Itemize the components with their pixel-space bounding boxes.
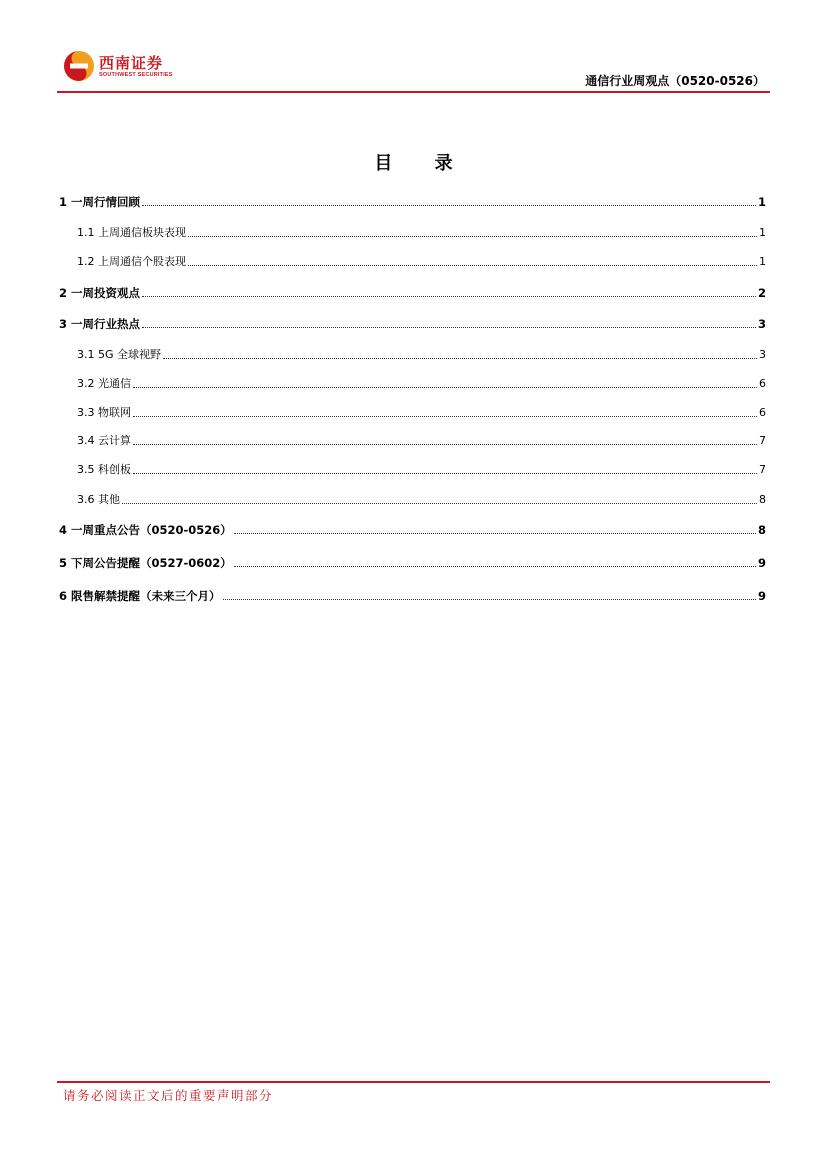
- toc-leader: [188, 265, 757, 266]
- toc-entry-label: 3.3 物联网: [77, 406, 131, 419]
- toc-entry-page: 7: [759, 463, 766, 476]
- logo-emblem-icon: [63, 50, 95, 82]
- toc-entry-page: 1: [757, 195, 766, 209]
- toc-entry-page: 2: [757, 286, 766, 300]
- toc-entry-3-6[interactable]: [77, 492, 766, 508]
- toc-leader: [133, 387, 757, 388]
- toc-entry-3-2[interactable]: [77, 376, 766, 392]
- toc-entry-label: 4 一周重点公告（0520-0526）: [59, 523, 232, 537]
- company-logo: [63, 50, 173, 84]
- toc-entry-label: 1.1 上周通信板块表现: [77, 226, 186, 239]
- toc-entry-3[interactable]: [59, 316, 766, 332]
- toc-entry-page: 8: [759, 493, 766, 506]
- toc-leader: [142, 296, 756, 297]
- toc-leader: [133, 444, 757, 445]
- toc-leader: [122, 503, 757, 504]
- toc-leader: [234, 566, 756, 567]
- toc-leader: [188, 236, 757, 237]
- report-title: 通信行业周观点（0520-0526）: [585, 74, 765, 88]
- toc-entry-label: 3.5 科创板: [77, 463, 131, 476]
- toc-leader: [133, 416, 757, 417]
- toc-entry-page: 6: [759, 406, 766, 419]
- toc-entry-page: 9: [757, 556, 766, 570]
- toc-title: 目 录: [374, 153, 471, 174]
- footer-divider: [57, 1081, 770, 1083]
- header-divider: [57, 91, 770, 93]
- toc-entry-3-1[interactable]: [77, 347, 766, 363]
- toc-entry-label: 3.6 其他: [77, 493, 120, 506]
- toc-entry-1-1[interactable]: [77, 225, 766, 241]
- toc-entry-5[interactable]: [59, 555, 766, 571]
- toc-leader: [142, 327, 756, 328]
- toc-entry-label: 5 下周公告提醒（0527-0602）: [59, 556, 232, 570]
- disclaimer-note: 请务必阅读正文后的重要声明部分: [63, 1088, 274, 1103]
- toc-entry-label: 2 一周投资观点: [59, 286, 141, 300]
- logo-chinese-text: 西南证券: [99, 54, 164, 72]
- toc-entry-label: 1 一周行情回顾: [59, 195, 141, 209]
- toc-leader: [133, 473, 757, 474]
- toc-leader: [223, 599, 756, 600]
- toc-entry-page: 3: [759, 348, 766, 361]
- toc-entry-label: 1.2 上周通信个股表现: [77, 255, 186, 268]
- toc-leader: [234, 533, 756, 534]
- logo-english-text: SOUTHWEST SECURITIES: [99, 72, 173, 78]
- toc-entry-page: 3: [757, 317, 766, 331]
- toc-entry-label: 3.1 5G 全球视野: [77, 348, 162, 361]
- toc-entry-label: 3 一周行业热点: [59, 317, 141, 331]
- toc-entry-label: 3.2 光通信: [77, 377, 131, 390]
- toc-entry-3-3[interactable]: [77, 405, 766, 421]
- toc-entry-label: 3.4 云计算: [77, 434, 131, 447]
- toc-entry-page: 9: [757, 589, 766, 603]
- toc-entry-6[interactable]: [59, 588, 766, 604]
- toc-entry-3-5[interactable]: [77, 462, 766, 478]
- toc-entry-4[interactable]: [59, 522, 766, 538]
- toc-entry-page: 8: [757, 523, 766, 537]
- toc-entry-2[interactable]: [59, 285, 766, 301]
- toc-leader: [142, 205, 756, 206]
- toc-entry-page: 1: [759, 226, 766, 239]
- toc-entry-label: 6 限售解禁提醒（未来三个月）: [59, 589, 221, 603]
- toc-entry-page: 6: [759, 377, 766, 390]
- toc-entry-3-4[interactable]: [77, 433, 766, 449]
- toc-entry-page: 1: [759, 255, 766, 268]
- toc-leader: [163, 358, 757, 359]
- toc-entry-page: 7: [759, 434, 766, 447]
- toc-entry-1[interactable]: [59, 194, 766, 210]
- toc-entry-1-2[interactable]: [77, 254, 766, 270]
